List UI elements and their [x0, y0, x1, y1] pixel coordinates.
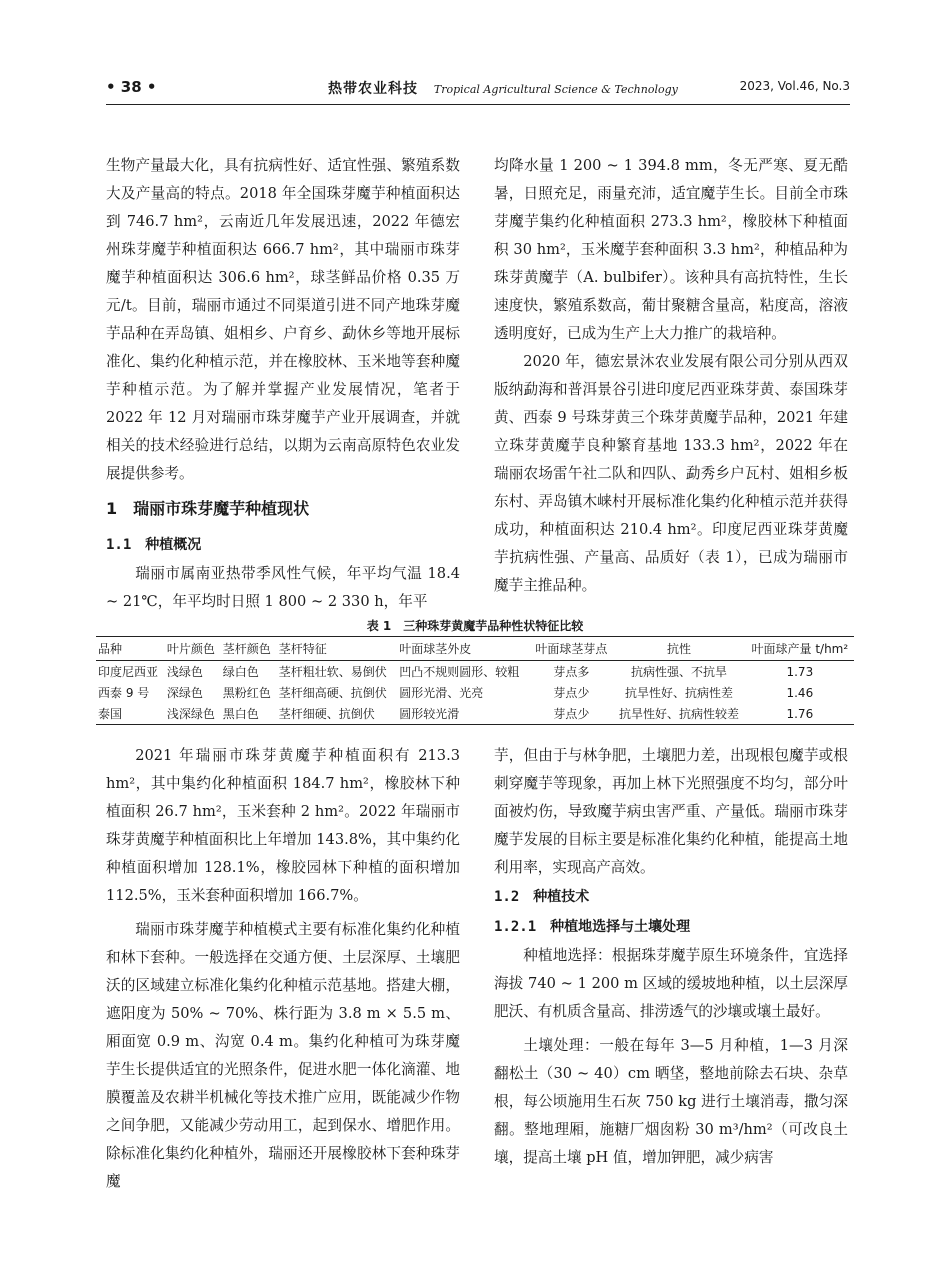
th-stem-color: 茎杆颜色	[222, 642, 271, 656]
cell: 抗旱性好、抗病性差	[624, 686, 733, 700]
cell: 黑白色	[222, 707, 259, 721]
section-1-heading: 1 瑞丽市珠芽魔芋种植现状	[106, 499, 310, 518]
cell: 西泰 9 号	[98, 686, 150, 700]
table-row	[96, 661, 854, 683]
cell: 1.76	[786, 706, 814, 721]
cell: 浅深绿色	[166, 707, 215, 721]
journal-title	[328, 78, 678, 98]
cell: 芽点少	[553, 686, 590, 700]
cell: 抗病性强、不抗旱	[630, 665, 727, 679]
th-stem-feature: 茎杆特征	[278, 642, 327, 656]
table-header-row	[96, 637, 854, 661]
th-yield: 叶面球产量 t/hm²	[751, 642, 849, 656]
cell: 芽点少	[553, 707, 590, 721]
th-resistance: 抗性	[666, 642, 691, 656]
paragraph: 2021 年瑞丽市珠芽黄魔芋种植面积有 213.3 hm²，其中集约化种植面积 184.7 hm²，橡胶林下种植面积 26.7 hm²，玉米套种 2 hm²。2022 年瑞丽市珠芽黄魔芋种植面积比上年增加 143.8%，其中集约化种植面积增加 128.1%，橡胶园林下种植的面积增加 112.5%，玉米套种面积增加 166.7%。	[106, 747, 460, 904]
cell: 黑粉红色	[222, 686, 271, 700]
table-title: 表 1 三种珠芽黄魔芋品种性状特征比较	[366, 619, 584, 633]
variety-table	[96, 636, 854, 725]
th-bulbil-skin: 叶面球茎外皮	[399, 642, 472, 656]
cell: 圆形光滑、光亮	[399, 686, 484, 700]
left-column-bottom	[106, 742, 460, 1196]
cell: 1.46	[786, 685, 814, 700]
section-1-2-heading: 1.2 种植技术	[494, 889, 590, 905]
journal-title-en: Tropical Agricultural Science & Technology	[433, 83, 678, 96]
paragraph: 种植地选择：根据珠芽魔芋原生环境条件，宜选择海拔 740 ~ 1 200 m 区域的缓坡地种植，以土层深厚肥沃、有机质含量高、排涝透气的沙壤或壤土最好。	[494, 947, 848, 1020]
paragraph: 芋，但由于与林争肥，土壤肥力差，出现根包魔芋或根刺穿魔芋等现象，再加上林下光照强度不均匀，部分叶面被灼伤，导致魔芋病虫害严重、产量低。瑞丽市珠芽魔芋发展的目标主要是标准化集约化种植，能提高土地利用率，实现高产高效。	[494, 747, 848, 876]
page-number: • 38 •	[106, 78, 157, 96]
journal-title-cn: 热带农业科技	[328, 81, 418, 97]
table-row	[96, 703, 854, 725]
right-column-top	[494, 152, 848, 600]
cell: 1.73	[786, 664, 814, 679]
page-header	[106, 78, 850, 102]
right-column-bottom	[494, 742, 848, 1172]
paragraph: 均降水量 1 200 ~ 1 394.8 mm，冬无严寒、夏无酷暑，日照充足，雨量充沛，适宜魔芋生长。目前全市珠芽魔芋集约化种植面积 273.3 hm²，橡胶林下种植面积 30 hm²，玉米魔芋套种面积 3.3 hm²，种植品种为珠芽黄魔芋（A. bulbifer）。该种具有高抗特性，生长速度快，繁殖系数高，葡甘聚糖含量高，粘度高，溶液透明度好，已成为生产上大力推广的栽培种。	[494, 157, 848, 342]
volume-info: 2023, Vol.46, No.3	[739, 79, 850, 93]
left-column-top	[106, 152, 460, 616]
section-1-1-heading: 1.1 种植概况	[106, 537, 202, 553]
th-variety: 品种	[98, 642, 123, 656]
paragraph: 瑞丽市属南亚热带季风性气候，年平均气温 18.4 ~ 21℃，年平均时日照 1 800 ~ 2 330 h，年平	[106, 565, 460, 610]
cell: 印度尼西亚	[98, 665, 159, 679]
cell: 抗旱性好、抗病性较差	[618, 707, 739, 721]
th-leaf-color: 叶片颜色	[166, 642, 215, 656]
cell: 深绿色	[166, 686, 203, 700]
paragraph: 生物产量最大化，具有抗病性好、适宜性强、繁殖系数大及产量高的特点。2018 年全国珠芽魔芋种植面积达到 746.7 hm²，云南近几年发展迅速，2022 年德宏州珠芽魔芋种植面积达 666.7 hm²，其中瑞丽市珠芽魔芋种植面积达 306.6 hm²，球茎鲜品价格 0.35 万元/t。目前，瑞丽市通过不同渠道引进不同产地珠芽魔芋品种在弄岛镇、姐相乡、户育乡、勐休乡等地开展标准化、集约化种植示范，并在橡胶林、玉米地等套种魔芋种植示范。为了解并掌握产业发展情况，笔者于 2022 年 12 月对瑞丽市珠芽魔芋产业开展调查，并就相关的技术经验进行总结，以期为云南高原特色农业发展提供参考。	[106, 157, 460, 482]
paragraph: 土壤处理：一般在每年 3—5 月种植，1—3 月深翻松土（30 ~ 40）cm 晒垡，整地前除去石块、杂草根，每公顷施用生石灰 750 kg 进行土壤消毒，撒匀深翻。整地理厢，施糖厂烟囱粉 30 m³/hm²（可改良土壤，提高土壤 pH 值，增加钾肥，减少病害	[494, 1037, 848, 1166]
cell: 浅绿色	[166, 665, 203, 679]
table-1	[96, 616, 854, 725]
cell: 芽点多	[553, 665, 590, 679]
header-rule	[106, 104, 850, 105]
cell: 凹凸不规则圆形、较粗	[399, 665, 520, 679]
th-bulbil-bud: 叶面球茎芽点	[535, 642, 608, 656]
paragraph: 2020 年，德宏景沐农业发展有限公司分别从西双版纳勐海和普洱景谷引进印度尼西亚珠芽黄、泰国珠芽黄、西泰 9 号珠芽黄三个珠芽黄魔芋品种，2021 年建立珠芽黄魔芋良种繁育基地 133.3 hm²，2022 年在瑞丽农场雷午社二队和四队、勐秀乡户瓦村、姐相乡板东村、弄岛镇木崃村开展标准化集约化种植示范并获得成功，种植面积达 210.4 hm²。印度尼西亚珠芽黄魔芋抗病性强、产量高、品质好（表 1），已成为瑞丽市魔芋主推品种。	[494, 353, 848, 594]
cell: 泰国	[98, 707, 123, 721]
paragraph: 瑞丽市珠芽魔芋种植模式主要有标准化集约化种植和林下套种。一般选择在交通方便、土层深厚、土壤肥沃的区域建立标准化集约化种植示范基地。搭建大棚，遮阳度为 50% ~ 70%、株行距为 3.8 m × 5.5 m、厢面宽 0.9 m、沟宽 0.4 m。集约化种植可为珠芽魔芋生长提供适宜的光照条件，促进水肥一体化滴灌、地膜覆盖及农耕半机械化等技术推广应用，既能减少作物之间争肥，又能减少劳动用工，起到保水、增肥作用。除标准化集约化种植外，瑞丽还开展橡胶林下套种珠芽魔	[106, 921, 460, 1190]
cell: 茎杆粗壮软、易倒伏	[278, 665, 387, 679]
table-row	[96, 682, 854, 703]
cell: 绿白色	[222, 665, 259, 679]
section-1-2-1-heading: 1.2.1 种植地选择与土壤处理	[494, 919, 691, 935]
cell: 圆形较光滑	[399, 707, 460, 721]
cell: 茎杆细高硬、抗倒伏	[278, 686, 387, 700]
cell: 茎杆细硬、抗倒伏	[278, 707, 375, 721]
